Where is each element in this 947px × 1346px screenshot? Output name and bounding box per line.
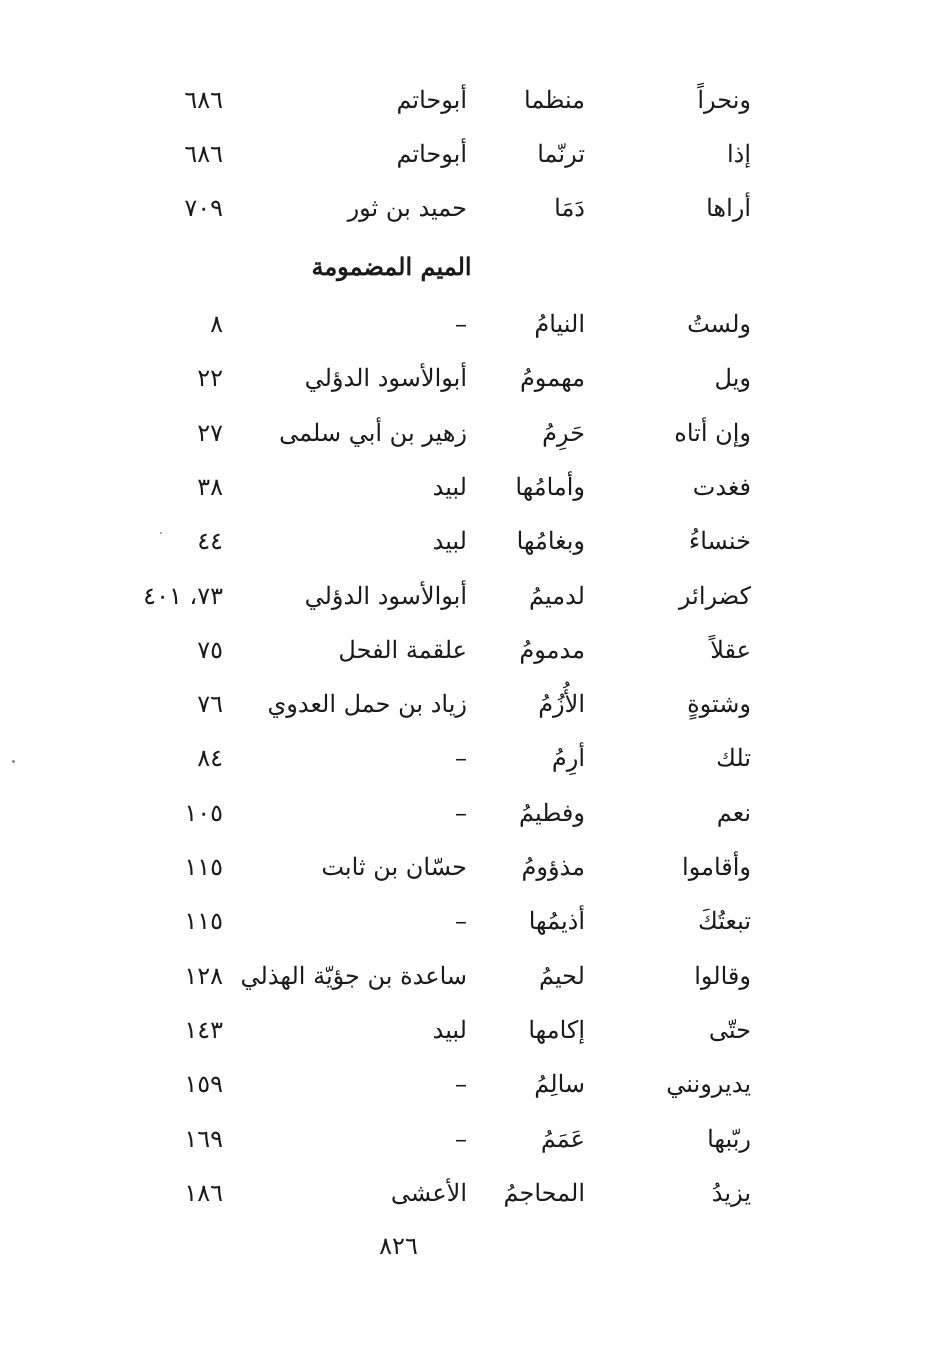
page-reference: ١٨٦ [184,1178,223,1207]
page-reference: ٨٤ [197,744,223,773]
page-reference: ٦٨٦ [184,140,223,168]
rhyme-word: مهمومُ [519,364,585,393]
page-reference: ٤٤ [197,527,223,556]
page-reference: ١٢٨ [184,961,223,990]
verse-opening: إذا [726,140,751,168]
rhyme-word: أذيمُها [528,907,585,936]
page-reference: ٧٦ [197,690,223,719]
poet-name: حميد بن ثور [347,194,467,222]
page-reference: ١١٥ [184,907,223,936]
page-reference: ١٤٣ [184,1015,223,1044]
rhyme-word: مدمومُ [519,635,585,664]
verse-opening: ربّبها [707,1124,751,1153]
rhyme-word: أرِمُ [551,744,585,773]
poet-name: – [455,907,467,936]
index-row [0,677,947,731]
poet-name: الأعشى [390,1178,467,1207]
verse-opening: ولستُ [687,310,751,338]
index-row [0,786,947,840]
index-row [0,623,947,677]
index-row [0,127,947,181]
rhyme-word: سالِمُ [534,1070,585,1099]
page-reference: ٧٠٩ [184,194,223,222]
verse-opening: يزيدُ [711,1178,751,1207]
page-reference: ١١٥ [184,853,223,881]
page-reference: ١٥٩ [184,1070,223,1099]
rhyme-word: مذؤومُ [521,853,585,881]
verse-opening: أراها [706,194,751,222]
poet-name: لبيد [432,527,467,556]
page-reference: ٧٣، ٤٠١ [143,581,223,610]
poet-name: – [455,1124,467,1153]
poet-name: ساعدة بن جؤيّة الهذلي [240,961,467,990]
poet-name: أبوحاتم [396,86,467,114]
index-row [0,1112,947,1166]
poet-name: – [455,1070,467,1099]
rhyme-word: حَرِمُ [542,418,585,447]
index-row [0,1003,947,1057]
index-row [0,894,947,948]
page-number: ٨٢٦ [379,1232,418,1260]
index-row [0,73,947,127]
scan-speck [12,760,15,763]
verse-opening: حتّى [708,1015,751,1044]
index-row [0,181,947,235]
index-row [0,1166,947,1220]
poet-name: – [455,310,467,338]
index-row [0,351,947,405]
verse-opening: وإن أتاه [674,418,751,447]
verse-opening: وأقاموا [682,853,751,881]
poet-name: علقمة الفحل [338,635,467,664]
poet-name: – [455,744,467,773]
index-row [0,514,947,568]
verse-opening: عقلاً [710,635,751,664]
rhyme-word: لدميمُ [529,581,585,610]
verse-opening: كضرائر [678,581,751,610]
poet-name: لبيد [432,472,467,501]
page-reference: ٢٧ [197,418,223,447]
poet-name: – [455,798,467,827]
rhyme-word: لحيمُ [538,961,585,990]
poet-name: أبوالأسود الدؤلي [304,581,467,610]
verse-opening: ونحراً [697,86,751,114]
poet-name: أبوحاتم [396,140,467,168]
poet-name: لبيد [432,1015,467,1044]
index-row [0,460,947,514]
rhyme-word: دَمَا [554,194,585,222]
poet-name: أبوالأسود الدؤلي [304,364,467,393]
rhyme-word: المحاجمُ [503,1178,585,1207]
index-row [0,297,947,351]
rhyme-word: منظما [524,86,585,114]
verse-opening: يديرونني [666,1070,751,1099]
poet-name: حسّان بن ثابت [321,853,467,881]
index-row [0,731,947,785]
rhyme-word: إكامها [528,1015,585,1044]
rhyme-word: وبغامُها [516,527,585,556]
verse-opening: خنساءُ [688,527,751,556]
scan-speck [160,532,162,534]
index-row [0,569,947,623]
page-reference: ١٦٩ [184,1124,223,1153]
poet-name: زياد بن حمل العدوي [267,690,467,719]
verse-opening: وقالوا [694,961,751,990]
page-reference: ٦٨٦ [184,86,223,114]
verse-opening: ويل [714,364,751,393]
verse-opening: نعم [716,798,751,827]
index-row [0,406,947,460]
rhyme-word: وفطيمُ [519,798,585,827]
index-row [0,840,947,894]
section-heading: الميم المضمومة [311,252,472,281]
rhyme-word: عَمَمُ [540,1124,585,1153]
verse-opening: تلك [716,744,751,773]
page-reference: ١٠٥ [184,798,223,827]
verse-opening: وشتوةٍ [687,690,751,719]
page-reference: ٣٨ [197,472,223,501]
rhyme-word: النيامُ [534,310,585,338]
page-reference: ٧٥ [197,635,223,664]
rhyme-word: وأمامُها [515,472,585,501]
page-reference: ٢٢ [197,364,223,393]
verse-opening: تبعتُكَ [698,907,751,936]
index-row [0,1057,947,1111]
poet-name: زهير بن أبي سلمى [279,418,467,447]
verse-opening: فغدت [692,472,751,501]
index-row [0,949,947,1003]
rhyme-word: ترنّما [537,140,585,168]
page-reference: ٨ [210,310,223,338]
rhyme-word: الأُزُمُ [538,690,585,719]
